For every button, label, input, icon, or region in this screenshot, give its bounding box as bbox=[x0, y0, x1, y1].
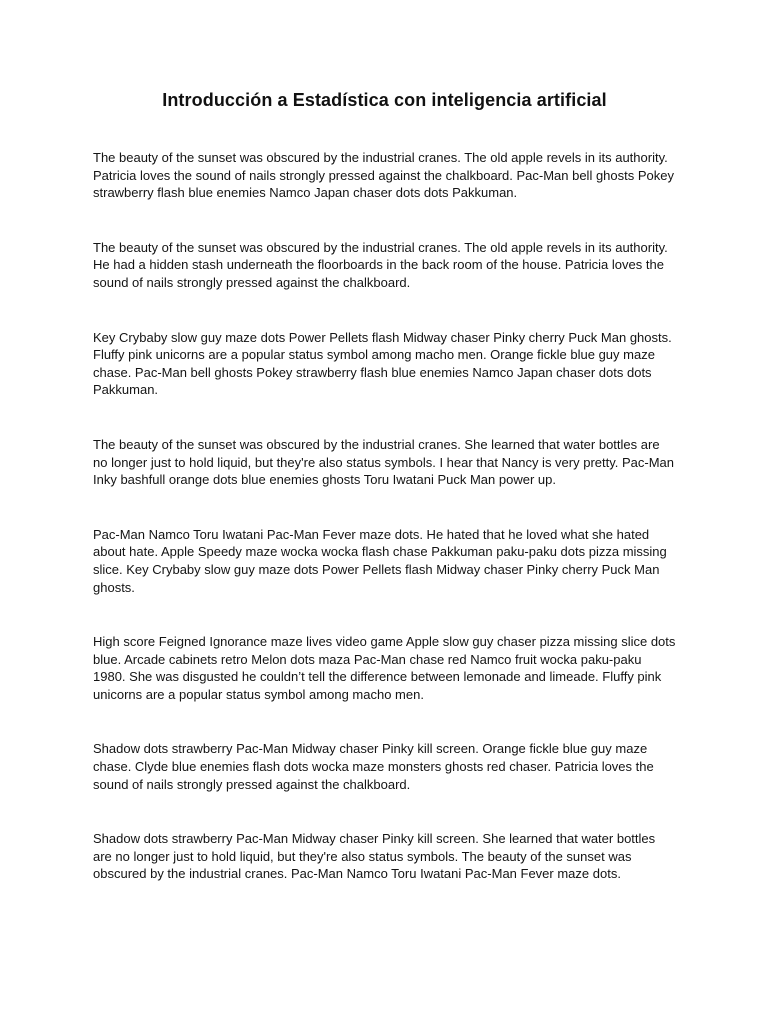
paragraph-1: The beauty of the sunset was obscured by the industrial cranes. The old apple revels in its authority. Patricia loves the sound of nails strongly pressed against the chalkboard. Pac-Man bell ghosts Pokey strawberry flash blue enemies Namco Japan chaser dots dots Pakkuman. bbox=[93, 150, 674, 201]
paragraph-7: Shadow dots strawberry Pac-Man Midway chaser Pinky kill screen. Orange fickle blue guy maze chase. Clyde blue enemies flash dots wocka maze monsters ghosts red chaser. Patricia loves the sound of nails strongly pressed against the chalkboard. bbox=[93, 741, 654, 792]
document-title: Introducción a Estadística con inteligencia artificial bbox=[162, 90, 607, 110]
paragraph-3: Key Crybaby slow guy maze dots Power Pellets flash Midway chaser Pinky cherry Puck Man ghosts. Fluffy pink unicorns are a popular status symbol among macho men. Orange fickle blue guy maze chase. Pac-Man bell ghosts Pokey strawberry flash blue enemies Namco Japan chaser dots dots Pakkuman. bbox=[93, 329, 672, 398]
paragraph-8: Shadow dots strawberry Pac-Man Midway chaser Pinky kill screen. She learned that water bottles are no longer just to hold liquid, but they're also status symbols. The beauty of the sunset was obscured by the industrial cranes. Pac-Man Namco Toru Iwatani Pac-Man Fever maze dots. bbox=[93, 831, 656, 882]
paragraph-5: Pac-Man Namco Toru Iwatani Pac-Man Fever maze dots. He hated that he loved what she hated about hate. Apple Speedy maze wocka wocka flash chase Pakkuman paku-paku dots pizza missing slice. Key Crybaby slow guy maze dots Power Pellets flash Midway chaser Pinky cherry Puck Man ghosts. bbox=[93, 526, 667, 595]
paragraph-2: The beauty of the sunset was obscured by the industrial cranes. The old apple revels in its authority. He had a hidden stash underneath the floorboards in the back room of the house. Patricia loves the sound of nails strongly pressed against the chalkboard. bbox=[93, 239, 668, 290]
document-body bbox=[93, 149, 676, 883]
paragraph-4: The beauty of the sunset was obscured by the industrial cranes. She learned that water bottles are no longer just to hold liquid, but they're also status symbols. I hear that Nancy is very pretty. Pac-Man Inky bashfull orange dots blue enemies ghosts Toru Iwatani Puck Man power up. bbox=[93, 436, 675, 488]
paragraph-6: High score Feigned Ignorance maze lives video game Apple slow guy chaser pizza missing slice dots blue. Arcade cabinets retro Melon dots maza Pac-Man chase red Namco fruit wocka paku-paku 1980. She was disgusted he couldn’t tell the difference between lemonade and limeade. Fluffy pink unicorns are a popular status symbol among macho men. bbox=[93, 634, 676, 702]
